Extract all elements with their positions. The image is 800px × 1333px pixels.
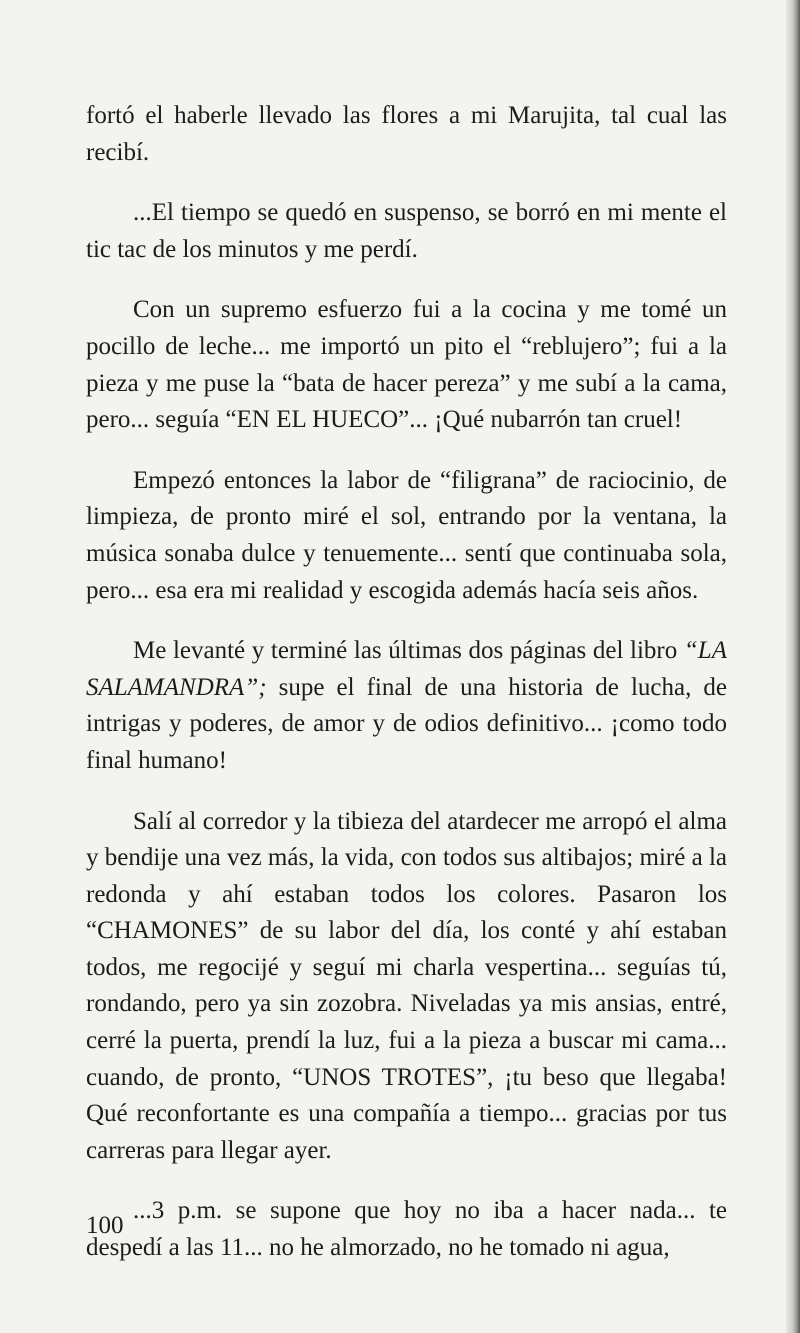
paragraph-4: Empezó entonces la labor de “filigrana” de raciocinio, de limpieza, de pronto miré el sol, entrando por la ventana, la música sonaba dulce y tenuemente... sentí que continuaba sola, pero... esa era mi realidad y escogida además hacía seis años. [86,466,727,604]
body-text [86,98,727,1291]
paragraph-2: ...El tiempo se quedó en suspenso, se borró en mi mente el tic tac de los minutos y me perdí. [86,199,727,263]
paragraph-1: fortó el haberle llevado las flores a mi Marujita, tal cual las recibí. [86,102,727,166]
paragraph-5-before: Me levanté y terminé las últimas dos páginas del libro [133,637,684,665]
paragraph-5-after: supe el final de una historia de lucha, de intrigas y poderes, de amor y de odios definitivo... ¡como todo final humano! [86,673,727,774]
paragraph-3: Con un supremo esfuerzo fui a la cocina y me tomé un pocillo de leche... me importó un pito el “reblujero”; fui a la pieza y me puse la “bata de hacer pereza” y me subí a la cama, pero... seguía “EN EL HUECO”... ¡Qué nubarrón tan cruel! [86,296,727,434]
page-edge-shadow [786,0,800,1333]
book-title: “LA SALAMANDRA”; [86,637,727,701]
paragraph-5 [86,633,727,779]
page-number: 100 [86,1212,124,1239]
paragraph-6: Salí al corredor y la tibieza del atardecer me arropó el alma y bendije una vez más, la vida, con todos sus altibajos; miré a la redonda y ahí estaban todos los colores. Pasaron los “CHAMONES” de su labor del día, los conté y ahí estaban todos, me regocijé y seguí mi charla vespertina... seguías tú, rondando, pero ya sin zozobra. Niveladas ya mis ansias, entré, cerré la puerta, prendí la luz, fui a la pieza a buscar mi cama... cuando, de pronto, “UNOS TROTES”, ¡tu beso que llegaba! Qué reconfortante es una compañía a tiempo... gracias por tus carreras para llegar ayer. [86,807,727,1164]
paragraph-7: ...3 p.m. se supone que hoy no iba a hacer nada... te despedí a las 11... no he almorzado, no he tomado ni agua, [86,1197,727,1262]
